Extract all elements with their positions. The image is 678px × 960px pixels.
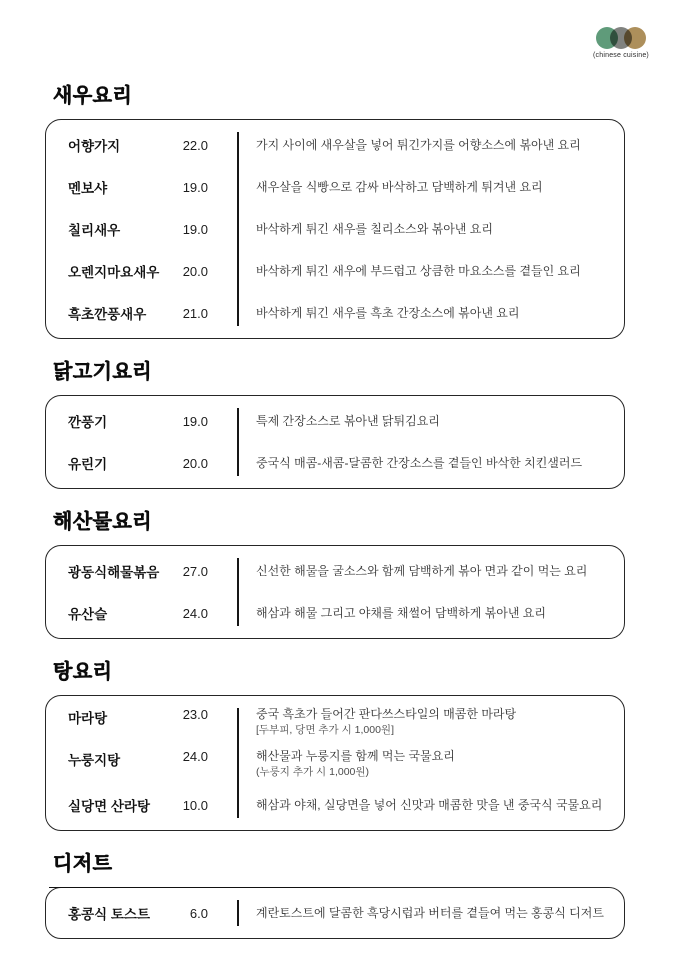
- column-divider-line: [237, 708, 239, 818]
- dish-extra-note: (누룽지 추가 시 1,000원): [256, 766, 370, 778]
- dish-price: 22.0: [182, 137, 208, 153]
- dish-description: 해삼과 야채, 실당면을 넣어 신맛과 매콤한 맛을 낸 중국식 국물요리: [256, 797, 603, 812]
- dish-description: 해산물과 누룽지를 함께 먹는 국물요리: [256, 749, 455, 763]
- menu-item-row: [68, 166, 612, 208]
- dish-description: 가지 사이에 새우살을 넣어 튀긴가지를 어향소스에 볶아낸 요리: [256, 137, 581, 152]
- dish-name: 흑초깐풍새우: [68, 307, 147, 322]
- dish-price: 24.0: [182, 749, 208, 764]
- dish-extra-note: [두부피, 당면 추가 시 1,000원]: [256, 724, 394, 736]
- menu-content: [45, 86, 625, 939]
- dish-description: 신선한 해물을 굴소스와 함께 담백하게 볶아 면과 같이 먹는 요리: [256, 563, 588, 578]
- dish-name: 누룽지탕: [68, 753, 121, 768]
- dish-name: 칠리새우: [68, 223, 121, 238]
- menu-item-row: [68, 292, 612, 334]
- menu-item-row: [68, 742, 612, 784]
- section-chicken: [45, 362, 625, 489]
- dish-price: 20.0: [182, 263, 208, 279]
- menu-item-row: [68, 892, 612, 934]
- dish-name: 유산슬: [68, 607, 108, 622]
- dish-description: 바삭하게 튀긴 새우를 칠리소스와 볶아낸 요리: [256, 221, 493, 236]
- column-divider-line: [237, 132, 239, 326]
- menu-box: [45, 887, 625, 939]
- dish-name: 광동식해물볶음: [68, 565, 160, 580]
- menu-item-row: [68, 400, 612, 442]
- section-soup: [45, 662, 625, 831]
- dish-price: 23.0: [182, 707, 208, 722]
- dish-description: 특제 간장소스로 볶아낸 닭튀김요리: [256, 413, 440, 428]
- dish-description: 중국식 매콤-새콤-달콤한 간장소스를 곁들인 바삭한 치킨샐러드: [256, 455, 583, 470]
- logo-circles-icon: [590, 27, 652, 49]
- section-title: 닭고기요리: [53, 361, 153, 383]
- dish-price: 24.0: [182, 605, 208, 621]
- dish-price: 6.0: [189, 905, 208, 921]
- menu-item-row: [68, 208, 612, 250]
- column-divider-line: [237, 558, 239, 626]
- menu-box: [45, 395, 625, 489]
- section-dessert: [45, 854, 625, 939]
- menu-item-row: [68, 592, 612, 634]
- dish-price: 21.0: [182, 305, 208, 321]
- dish-description: 바삭하게 튀긴 새우에 부드럽고 상큼한 마요소스를 곁들인 요리: [256, 263, 581, 278]
- menu-item-row: [68, 124, 612, 166]
- dish-name: 어향가지: [68, 139, 121, 154]
- dish-name: 멘보샤: [68, 181, 108, 196]
- dish-description: 바삭하게 튀긴 새우를 흑초 간장소스에 볶아낸 요리: [256, 305, 520, 320]
- dish-name: 홍콩식 토스트: [68, 907, 150, 922]
- logo-circle-tan-icon: [624, 27, 646, 49]
- dish-price: 10.0: [182, 797, 208, 813]
- menu-box: [45, 119, 625, 339]
- dish-price: 27.0: [182, 563, 208, 579]
- section-seafood: [45, 512, 625, 639]
- column-divider-line: [237, 900, 239, 926]
- dish-description: 새우살을 식빵으로 감싸 바삭하고 담백하게 튀겨낸 요리: [256, 179, 543, 194]
- decorative-line: [49, 887, 350, 889]
- dish-name: 마라탕: [68, 711, 108, 726]
- dish-name: 깐풍기: [68, 415, 108, 430]
- dish-price: 19.0: [182, 221, 208, 237]
- restaurant-logo: [590, 27, 652, 59]
- section-shrimp: [45, 86, 625, 339]
- menu-item-row: [68, 550, 612, 592]
- menu-item-row: [68, 784, 612, 826]
- menu-item-row: [68, 442, 612, 484]
- dish-name: 실당면 산라탕: [68, 799, 150, 814]
- section-title: 새우요리: [53, 85, 133, 107]
- column-divider-line: [237, 408, 239, 476]
- logo-caption: (chinese cuisine): [593, 52, 649, 59]
- menu-box: [45, 695, 625, 831]
- section-title: 탕요리: [53, 661, 113, 683]
- dish-price: 19.0: [182, 179, 208, 195]
- menu-box: [45, 545, 625, 639]
- section-title: 해산물요리: [53, 511, 153, 533]
- section-title: 디저트: [53, 853, 113, 875]
- dish-price: 20.0: [182, 455, 208, 471]
- dish-description: 해삼과 해물 그리고 야채를 채썰어 담백하게 볶아낸 요리: [256, 605, 546, 620]
- dish-price: 19.0: [182, 413, 208, 429]
- dish-name: 유린기: [68, 457, 108, 472]
- dish-name: 오렌지마요새우: [68, 265, 160, 280]
- dish-description: 중국 흑초가 들어간 판다쓰스타일의 매콤한 마라탕: [256, 707, 517, 721]
- menu-item-row: [68, 700, 612, 742]
- dish-description: 계란토스트에 달콤한 흑당시럽과 버터를 곁들여 먹는 홍콩식 디저트: [256, 905, 604, 920]
- menu-item-row: [68, 250, 612, 292]
